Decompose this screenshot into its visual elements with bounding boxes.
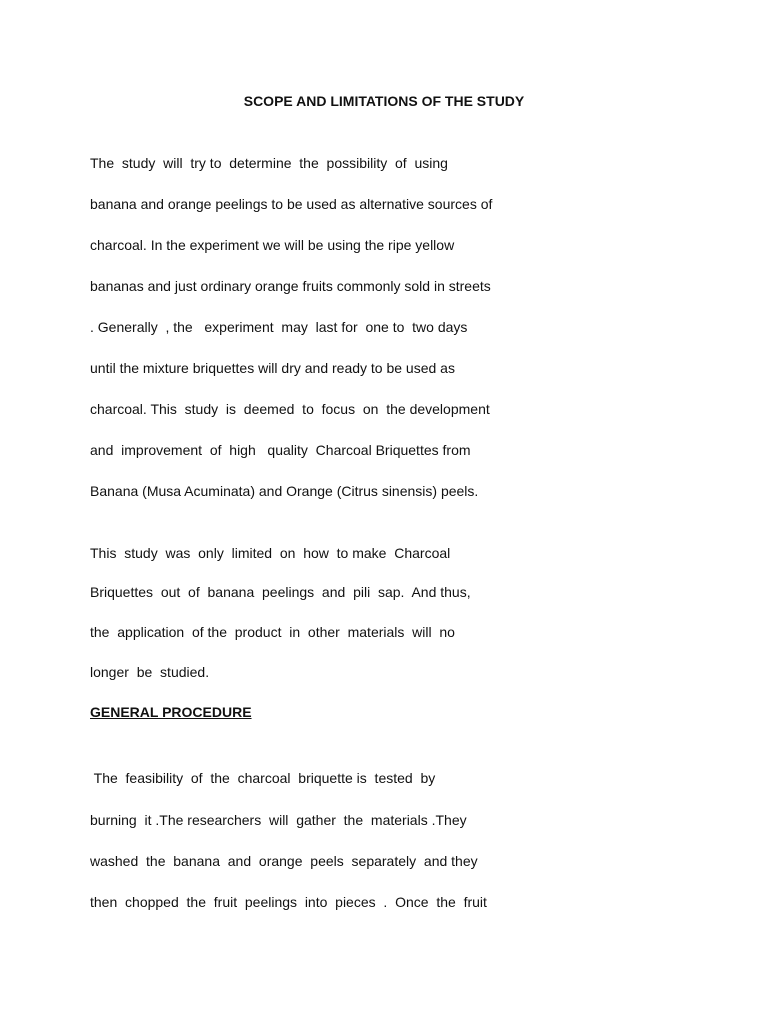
paragraph-1-line: charcoal. This study is deemed to focus on the development [90,401,490,417]
paragraph-1-line: Banana (Musa Acuminata) and Orange (Citrus sinensis) peels. [90,483,479,499]
paragraph-2-line: longer be studied. [90,664,210,680]
paragraph-2-line: This study was only limited on how to make Charcoal [90,545,451,561]
paragraph-2-line: the application of the product in other materials will no [90,624,455,640]
paragraph-1-line: charcoal. In the experiment we will be using the ripe yellow [90,237,455,253]
paragraph-2-line: Briquettes out of banana peelings and pili sap. And thus, [90,584,471,600]
section-heading: GENERAL PROCEDURE [90,704,252,720]
paragraph-1-line: banana and orange peelings to be used as alternative sources of [90,196,493,212]
paragraph-3-line: The feasibility of the charcoal briquette is tested by [90,770,436,786]
paragraph-1-line: . Generally , the experiment may last for one to two days [90,319,468,335]
document-title: SCOPE AND LIMITATIONS OF THE STUDY [243,93,525,109]
paragraph-1-line: until the mixture briquettes will dry and ready to be used as [90,360,455,376]
paragraph-1-line: The study will try to determine the possibility of using [90,155,448,171]
paragraph-1-line: and improvement of high quality Charcoal Briquettes from [90,442,471,458]
paragraph-3-line: washed the banana and orange peels separately and they [90,853,478,869]
paragraph-1-line: bananas and just ordinary orange fruits commonly sold in streets [90,278,491,294]
paragraph-3-line: burning it .The researchers will gather the materials .They [90,812,467,828]
paragraph-3-line: then chopped the fruit peelings into pieces . Once the fruit [90,894,487,910]
